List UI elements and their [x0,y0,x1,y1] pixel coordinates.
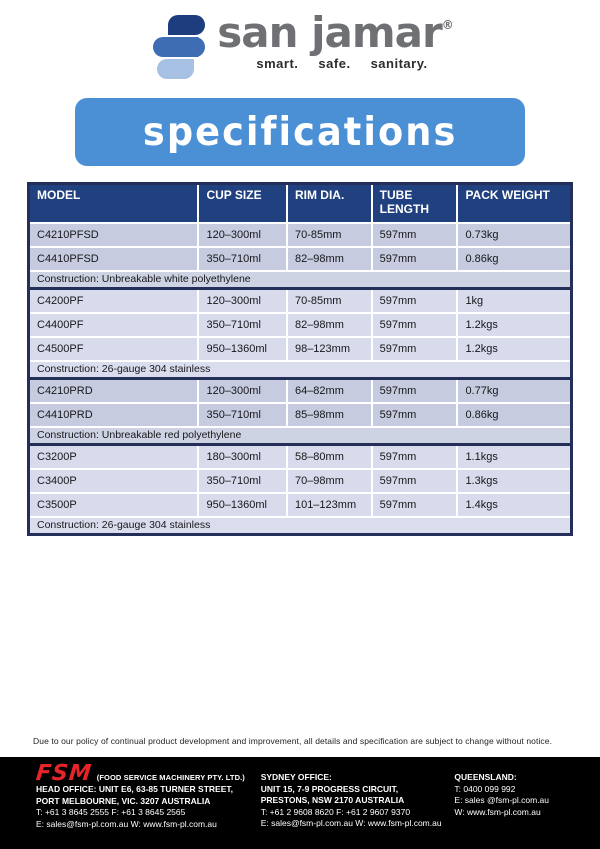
brand-name: san jamar [217,8,442,57]
cell-model: C4500PF [29,337,199,361]
table-row [29,337,572,361]
construction-row [29,427,572,445]
table-row [29,247,572,271]
construction-row [29,361,572,379]
construction-note: Construction: 26-gauge 304 stainless [29,517,572,535]
cell-model: C4200PF [29,289,199,313]
fsm-company-suffix: (FOOD SERVICE MACHINERY PTY. LTD.) [96,772,245,782]
table-row [29,379,572,403]
table-section-2 [29,289,572,379]
cell-cup-size: 350–710ml [198,469,287,493]
specifications-banner [75,98,525,166]
cell-model: C4410PRD [29,403,199,427]
queensland-web: W: www.fsm-pl.com.au [454,806,541,817]
cell-cup-size: 120–300ml [198,289,287,313]
footer-bar [0,757,600,849]
table-row [29,493,572,517]
head-office-address2: PORT MELBOURNE, VIC. 3207 AUSTRALIA [36,795,211,806]
cell-rim-dia: 82–98mm [287,247,372,271]
sydney-office-address1: UNIT 15, 7-9 PROGRESS CIRCUIT, [260,783,399,794]
specifications-title: specifications [142,109,458,155]
cell-model: C3400P [29,469,199,493]
cell-tube-length: 597mm [372,289,458,313]
construction-row [29,271,572,289]
col-header-pack-weight: PACK WEIGHT [457,184,571,223]
sydney-office-email-web: E: sales@fsm-pl.com.au W: www.fsm-pl.com.au [260,818,442,828]
cell-pack-weight: 1.2kgs [457,337,571,361]
cell-pack-weight: 0.86kg [457,403,571,427]
construction-note: Construction: Unbreakable red polyethylene [29,427,572,445]
table-section-3 [29,379,572,445]
table-section-4 [29,445,572,535]
head-office-phone-fax: T: +61 3 8645 2555 F: +61 3 8645 2565 [36,807,186,817]
cell-pack-weight: 1.1kgs [457,445,571,469]
table-section-1 [29,223,572,289]
cell-model: C3500P [29,493,199,517]
spec-table-header [29,184,572,223]
cell-model: C3200P [29,445,199,469]
cell-tube-length: 597mm [372,469,458,493]
tagline-word-safe: safe. [318,56,351,71]
table-row [29,403,572,427]
cell-pack-weight: 0.73kg [457,223,571,247]
table-row [29,223,572,247]
tagline-word-smart: smart. [256,56,299,71]
cell-pack-weight: 0.86kg [457,247,571,271]
queensland-email: E: sales @fsm-pl.com.au [454,795,550,805]
cell-rim-dia: 70–98mm [287,469,372,493]
sydney-office-label: SYDNEY OFFICE: [260,772,332,782]
cell-model: C4400PF [29,313,199,337]
table-row [29,289,572,313]
construction-row [29,517,572,535]
cell-tube-length: 597mm [372,403,458,427]
cell-cup-size: 120–300ml [198,379,287,403]
cell-rim-dia: 101–123mm [287,493,372,517]
cell-rim-dia: 64–82mm [287,379,372,403]
table-row [29,469,572,493]
cell-cup-size: 180–300ml [198,445,287,469]
logo-petal-mid2 [187,37,205,57]
cell-pack-weight: 1.4kgs [457,493,571,517]
cell-rim-dia: 82–98mm [287,313,372,337]
head-office-email-web: E: sales@fsm-pl.com.au W: www.fsm-pl.com.au [36,818,217,829]
cell-pack-weight: 1.2kgs [457,313,571,337]
table-row [29,445,572,469]
table-row [29,313,572,337]
construction-note: Construction: 26-gauge 304 stainless [29,361,572,379]
cell-tube-length: 597mm [372,223,458,247]
disclaimer-text: Due to our policy of continual product development and improvement, all details and specification are subject to change without notice. [33,736,553,746]
logo-petal-dark [168,15,205,35]
san-jamar-logo-icon [147,14,207,80]
cell-cup-size: 350–710ml [198,403,287,427]
cell-cup-size: 350–710ml [198,313,287,337]
cell-rim-dia: 58–80mm [287,445,372,469]
logo-petal-light [157,59,194,79]
cell-model: C4210PRD [29,379,199,403]
cell-tube-length: 597mm [372,493,458,517]
spec-table [27,182,573,536]
cell-model: C4410PFSD [29,247,199,271]
sydney-office-phone-fax: T: +61 2 9608 8620 F: +61 2 9607 9370 [260,806,411,817]
col-header-rim-dia: RIM DIA. [287,184,372,223]
brand-tagline [217,56,452,71]
cell-cup-size: 950–1360ml [198,337,287,361]
col-header-cup-size: CUP SIZE [198,184,287,223]
cell-rim-dia: 85–98mm [287,403,372,427]
head-office-address1: UNIT E6, 63-85 TURNER STREET, [98,784,233,794]
cell-tube-length: 597mm [372,445,458,469]
cell-rim-dia: 98–123mm [287,337,372,361]
cell-cup-size: 950–1360ml [198,493,287,517]
cell-tube-length: 597mm [372,379,458,403]
cell-tube-length: 597mm [372,247,458,271]
cell-cup-size: 350–710ml [198,247,287,271]
brand-header [0,0,600,90]
brand-wordmark [217,8,453,57]
tagline-word-sanitary: sanitary. [370,56,428,71]
sydney-office-address2: PRESTONS, NSW 2170 AUSTRALIA [260,795,405,805]
registered-mark: ® [441,18,453,32]
cell-rim-dia: 70-85mm [287,223,372,247]
queensland-phone: T: 0400 099 992 [454,783,516,794]
queensland-label: QUEENSLAND: [454,772,517,782]
col-header-tube-length: TUBE LENGTH [372,184,458,223]
cell-tube-length: 597mm [372,337,458,361]
col-header-model: MODEL [29,184,199,223]
footer-queensland [454,765,590,849]
construction-note: Construction: Unbreakable white polyethylene [29,271,572,289]
footer-sydney-office [261,765,455,849]
head-office-label: HEAD OFFICE: [36,784,97,794]
fsm-logo: FSM [34,761,94,786]
footer-head-office [34,761,261,849]
cell-pack-weight: 1kg [457,289,571,313]
cell-pack-weight: 1.3kgs [457,469,571,493]
cell-model: C4210PFSD [29,223,199,247]
cell-pack-weight: 0.77kg [457,379,571,403]
cell-rim-dia: 70-85mm [287,289,372,313]
cell-cup-size: 120–300ml [198,223,287,247]
cell-tube-length: 597mm [372,313,458,337]
